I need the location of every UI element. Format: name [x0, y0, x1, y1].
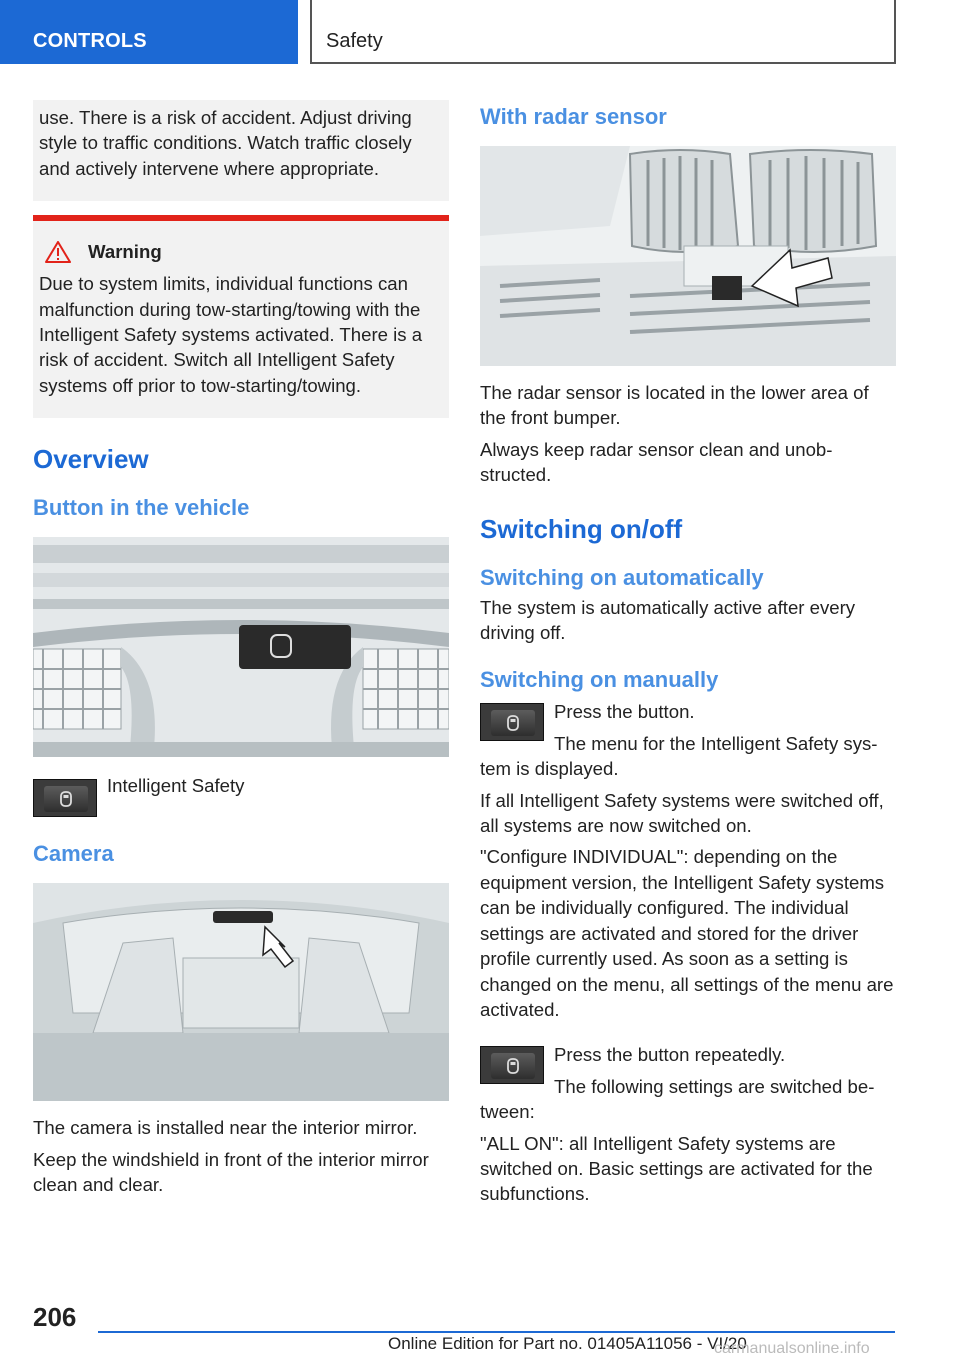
camera-text-1: The camera is installed near the interior mirror. [33, 1117, 418, 1139]
auto-heading: Switching on automatically [480, 564, 764, 590]
manual-heading: Switching on manually [480, 667, 719, 693]
manual-step-row [480, 699, 896, 781]
radar-text-1: The radar sensor is located in the lower area of the front bumper. [480, 382, 869, 429]
manual-text-1: If all Intelligent Safety systems were switched off, all systems are now switched on. [480, 789, 884, 837]
manual-step-2: The menu for the Intelligent Safety system is displayed. [480, 732, 878, 780]
repeat-step-2: The following settings are switched between: [480, 1075, 875, 1123]
note-text: use. There is a risk of accident. Adjust driving style to traffic conditions. Watch traffic closely and actively intervene where appropriate. [39, 107, 412, 179]
safety-car-icon [57, 790, 75, 808]
dashboard-illustration [33, 537, 449, 757]
intelligent-safety-button[interactable] [33, 779, 97, 817]
chapter-title: Safety [310, 0, 896, 64]
edition-text: Online Edition for Part no. 01405A11056 - VI/20 [388, 1334, 747, 1353]
footer-rule [98, 1331, 895, 1333]
note-box [33, 100, 449, 201]
front-bumper-illustration [480, 146, 896, 366]
switching-heading: Switching on/off [480, 513, 683, 544]
right-column [480, 100, 896, 1207]
left-column [33, 100, 449, 1197]
section-tab: CONTROLS [0, 0, 298, 64]
dashboard-button-image [33, 537, 449, 757]
radar-sensor-image [480, 146, 896, 366]
radar-text-2: Always keep radar sensor clean and unobstructed. [480, 438, 833, 486]
repeat-press-button[interactable] [480, 1046, 544, 1084]
warning-title-text: Warning [88, 241, 162, 263]
button-face [44, 786, 88, 812]
button-label: Intelligent Safety [107, 775, 245, 797]
watermark: carmanualsonline.info [714, 1340, 870, 1357]
safety-car-icon [504, 714, 522, 732]
warning-triangle-icon [45, 241, 71, 263]
warning-box [33, 215, 449, 418]
manual-step-1: Press the button. [554, 701, 695, 723]
radar-heading: With radar sensor [480, 104, 667, 129]
intelligent-safety-button-row [33, 773, 449, 817]
warning-title [39, 241, 439, 263]
page-number: 206 [33, 1302, 77, 1332]
overview-heading: Overview [33, 444, 149, 475]
camera-text-2: Keep the windshield in front of the interior mirror clean and clear. [33, 1148, 429, 1196]
button-face [491, 710, 535, 736]
manual-text-2: "Configure INDIVIDUAL": depending on the equipment version, the Intelligent Safety systems can be individually configured. The individual settings are activated and stored for the driver profile currently used. As soon as a setting is changed on the menu, all settings of the menu are activated. [480, 846, 894, 1020]
camera-image [33, 883, 449, 1101]
warning-text: Due to system limits, individual functions can malfunction during tow-starting/towing with the Intelligent Safety systems activated. There is a risk of accident. Switch all Intelligent Safety systems off prior to tow-starting/towing. [39, 273, 423, 396]
manual-press-button[interactable] [480, 703, 544, 741]
auto-text: The system is automatically active after every driving off. [480, 596, 856, 644]
button-heading: Button in the vehicle [33, 495, 250, 521]
repeat-step-1: Press the button repeatedly. [554, 1044, 786, 1066]
repeat-step-row [480, 1042, 896, 1124]
safety-car-icon [504, 1057, 522, 1075]
all-on-text: "ALL ON": all Intelligent Safety systems are switched on. Basic settings are activated for the subfunctions. [480, 1132, 873, 1205]
interior-illustration [33, 883, 449, 1101]
camera-heading: Camera [33, 841, 114, 867]
button-face [491, 1053, 535, 1079]
